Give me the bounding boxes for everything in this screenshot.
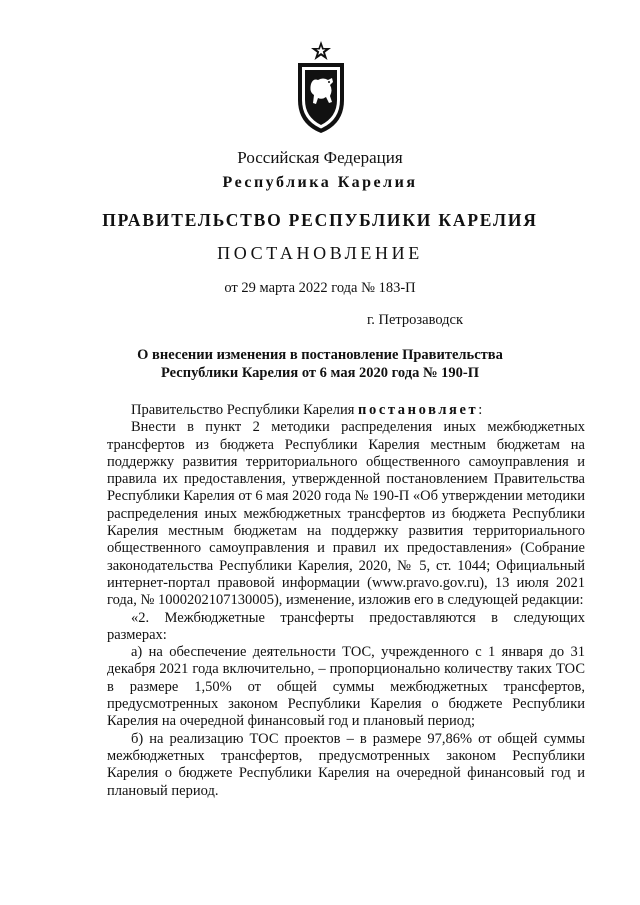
document-title [100, 346, 540, 382]
body-paragraph: «2. Межбюджетные трансферты предоставляются в следующих размерах: [107, 609, 585, 643]
republic-name: Республика Карелия [222, 174, 418, 191]
city-name: г. Петрозаводск [366, 312, 464, 328]
country-name: Российская Федерация [237, 148, 403, 167]
intro-verb: постановляет [358, 402, 479, 418]
document-title-line: Республики Карелия от 6 мая 2020 года № 190-П [161, 365, 479, 381]
body-paragraph: а) на обеспечение деятельности ТОС, учрежденного с 1 января до 31 декабря 2021 года включительно, – пропорционально количеству таких ТОС в размере 1,50% от общей суммы межбюджетных трансфертов, предусмотренных законом Республики Карелия о бюджете Республики Карелия на очередной финансовый год и плановый период; [107, 644, 585, 730]
decree-type: ПОСТАНОВЛЕНИЕ [217, 243, 423, 263]
document-body [107, 402, 585, 800]
decree-date: от 29 марта 2022 года № 183-П [224, 280, 416, 296]
document-title-line: О внесении изменения в постановление Правительства [137, 347, 503, 363]
government-name: ПРАВИТЕЛЬСТВО РЕСПУБЛИКИ КАРЕЛИЯ [102, 210, 538, 230]
intro-subject: Правительство Республики Карелия [131, 402, 355, 418]
intro-paragraph [107, 402, 585, 419]
body-paragraph: б) на реализацию ТОС проектов – в размере 97,86% от общей суммы межбюджетных трансфертов, предусмотренных законом Республики Карелия о бюджете Республики Карелия на очередной финансовый год и плановый период. [107, 730, 585, 799]
intro-colon: : [478, 402, 483, 418]
karelia-coat-of-arms-icon [291, 40, 351, 136]
body-paragraph: Внести в пункт 2 методики распределения иных межбюджетных трансфертов из бюджета Республики Карелия местным бюджетам на поддержку развития территориального общественного самоуправления и правила их предоставления, утвержденной постановлением Правительства Республики Карелия от 6 мая 2020 года № 190-П «Об утверждении методики распределения иных межбюджетных трансфертов из бюджета Республики Карелия местным бюджетам на поддержку развития территориального общественного самоуправления и правил их предоставления» (Собрание законодательства Республики Карелия, 2020, № 5, ст. 1044; Официальный интернет-портал правовой информации (www.pravo.gov.ru), 13 июля 2021 года, № 1000202107130005), изменение, изложив его в следующей редакции: [107, 419, 585, 609]
